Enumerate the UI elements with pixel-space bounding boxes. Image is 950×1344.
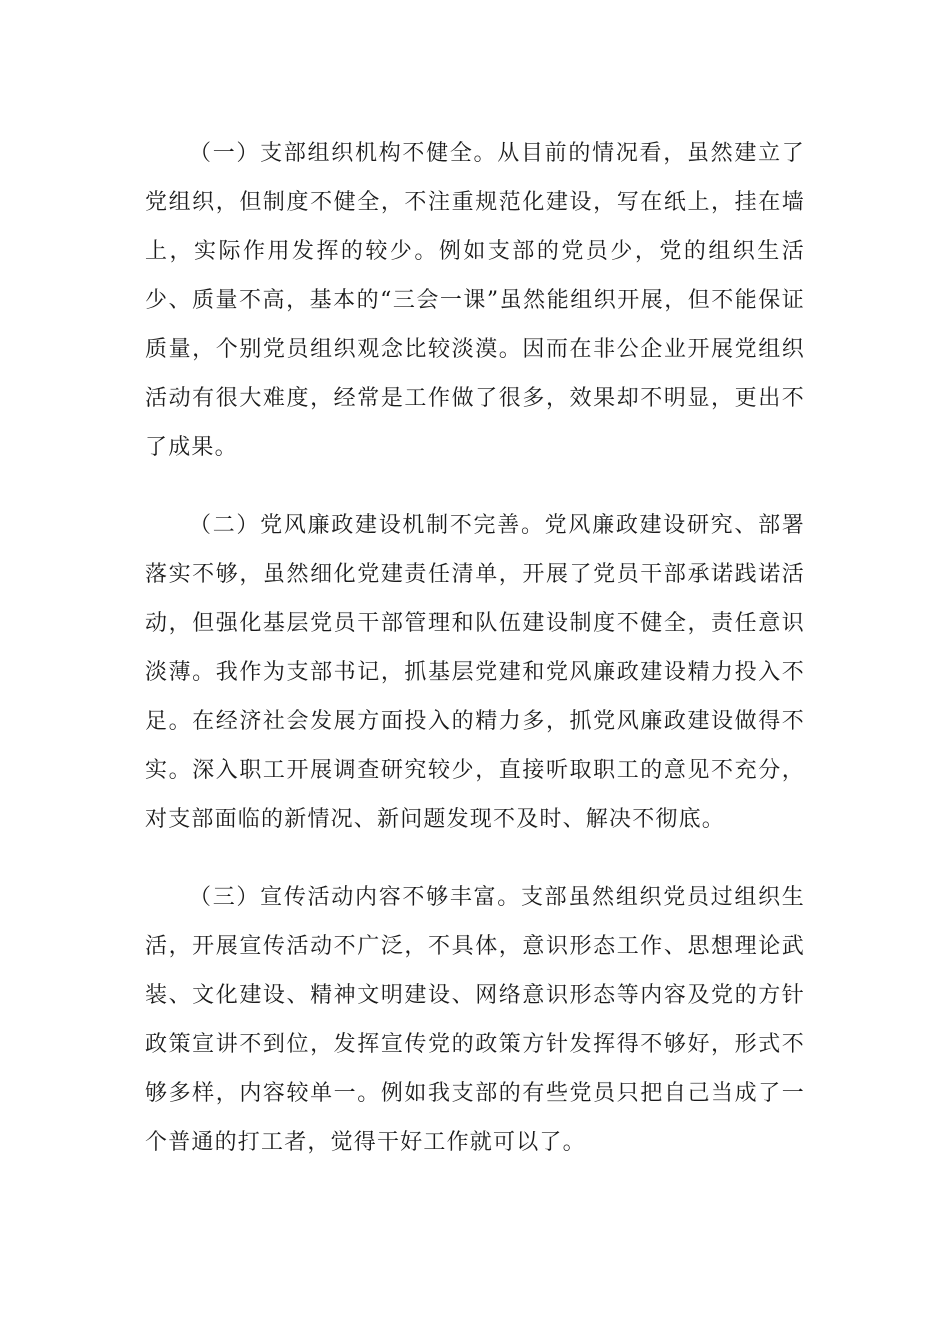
paragraph-2: （二）党风廉政建设机制不完善。党风廉政建设研究、部署落实不够，虽然细化党建责任清单，开展了党员干部承诺践诺活动，但强化基层党员干部管理和队伍建设制度不健全，责任意识淡薄。我作为支部书记，抓基层党建和党风廉政建设精力投入不足。在经济社会发展方面投入的精力多，抓党风廉政建设做得不实。深入职工开展调查研究较少，直接听取职工的意见不充分，对支部面临的新情况、新问题发现不及时、解决不彻底。	[145, 513, 805, 832]
document-body	[145, 129, 805, 1167]
paragraph-3: （三）宣传活动内容不够丰富。支部虽然组织党员过组织生活，开展宣传活动不广泛，不具体，意识形态工作、思想理论武装、文化建设、精神文明建设、网络意识形态等内容及党的方针政策宣讲不到位，发挥宣传党的政策方针发挥得不够好，形式不够多样，内容较单一。例如我支部的有些党员只把自己当成了一个普通的打工者，觉得干好工作就可以了。	[145, 885, 805, 1155]
paragraph-1: （一）支部组织机构不健全。从目前的情况看，虽然建立了党组织，但制度不健全，不注重规范化建设，写在纸上，挂在墙上，实际作用发挥的较少。例如支部的党员少，党的组织生活少、质量不高，基本的“三会一课”虽然能组织开展，但不能保证质量，个别党员组织观念比较淡漠。因而在非公企业开展党组织活动有很大难度，经常是工作做了很多，效果却不明显，更出不了成果。	[145, 141, 805, 460]
